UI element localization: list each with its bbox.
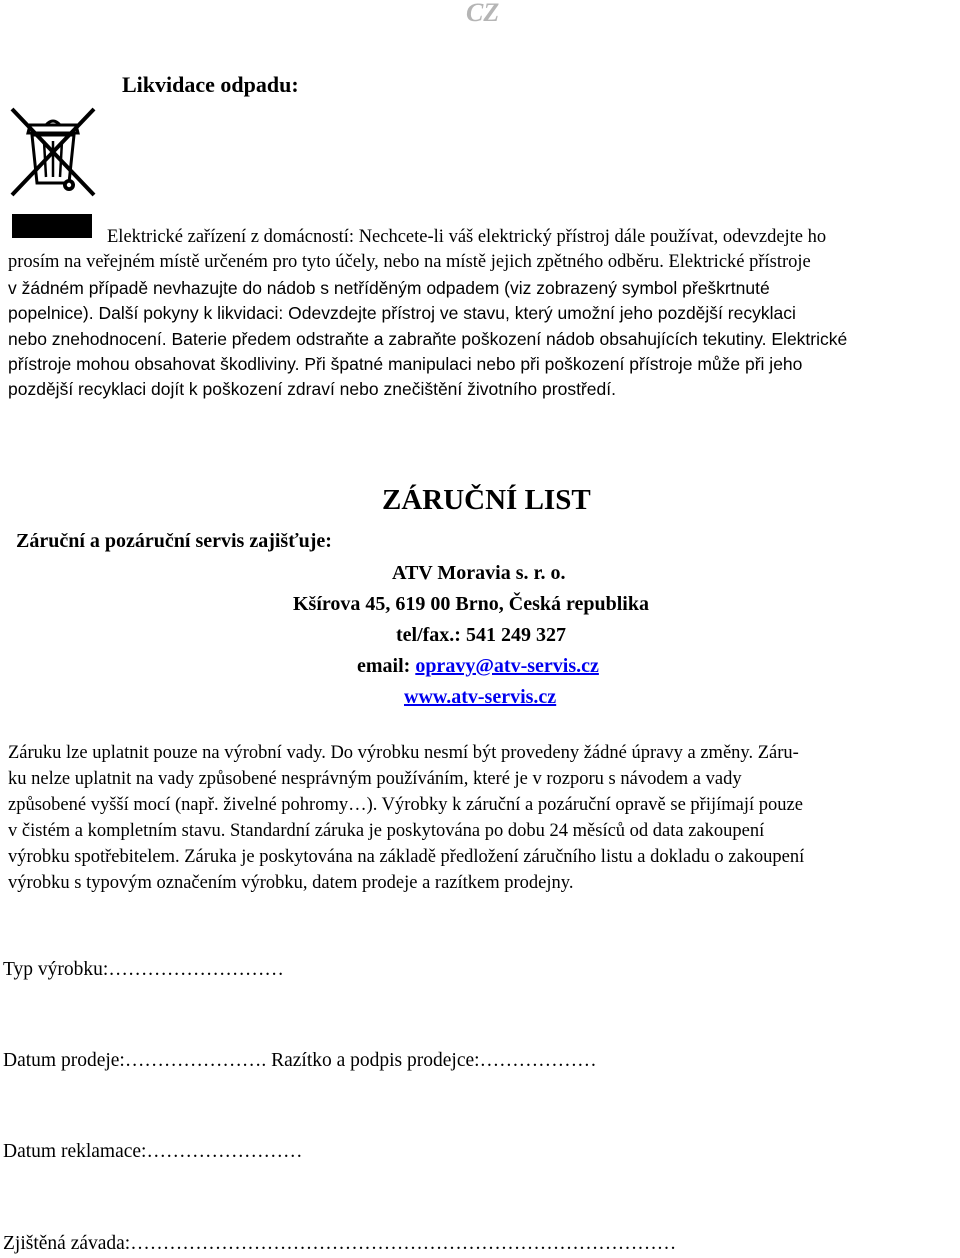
email-link[interactable]: opravy@atv-servis.cz — [415, 655, 599, 677]
terms-line: výrobku spotřebitelem. Záruka je poskytována na základě předložení záručního listu a dokladu o zakoupení — [8, 847, 805, 867]
terms-line: výrobku s typovým označením výrobku, datem prodeje a razítkem prodejny. — [8, 873, 574, 893]
terms-line: v čistém a kompletním stavu. Standardní záruka je poskytována po dobu 24 měsíců od data zakoupení — [8, 821, 765, 841]
disposal-line: prosím na veřejném místě určeném pro tyto účely, nebo na místě jejich zpětného odběru. Elektrické přístroje — [8, 252, 811, 273]
defect-field[interactable]: Zjištěná závada:………………………………………………………………………… — [3, 1233, 677, 1254]
company-email-row — [357, 655, 599, 678]
disposal-line: popelnice). Další pokyny k likvidaci: Odevzdejte přístroj ve stavu, který umožní jeho pozdější recyklaci — [8, 303, 796, 324]
terms-line: ku nelze uplatnit na vady způsobené nesprávným používáním, které je v rozporu s návodem a vady — [8, 769, 742, 789]
disposal-heading: Likvidace odpadu: — [122, 72, 299, 97]
disposal-line: v žádném případě nevhazujte do nádob s netříděným odpadem (viz zobrazený symbol přeškrtnuté — [8, 277, 770, 298]
company-name: ATV Moravia s. r. o. — [392, 562, 566, 584]
terms-line: způsobené vyšší mocí (např. živelné pohromy…). Výrobky k záruční a pozáruční opravě se přijímají pouze — [8, 795, 803, 815]
disposal-line: pozdější recyklaci dojít k poškození zdraví nebo znečištění životního prostředí. — [8, 379, 616, 400]
disposal-line: Elektrické zařízení z domácností: Nechcete-li váš elektrický přístroj dále používat, odevzdejte ho — [107, 227, 827, 247]
web-link[interactable]: www.atv-servis.cz — [404, 686, 557, 708]
company-phone: tel/fax.: 541 249 327 — [396, 624, 566, 646]
sale-date-field[interactable]: Datum prodeje:…………………. Razítko a podpis prodejce:……………… — [3, 1050, 597, 1071]
language-code: CZ — [466, 0, 500, 27]
warranty-title: ZÁRUČNÍ LIST — [382, 484, 591, 516]
company-web-row — [404, 686, 556, 709]
disposal-line: nebo znehodnocení. Baterie předem odstraňte a zabraňte poškození nádob obsahujících tekutiny. Elektrické — [8, 328, 848, 349]
terms-line: Záruku lze uplatnit pouze na výrobní vady. Do výrobku nesmí být provedeny žádné úpravy a změny. Záru- — [8, 743, 799, 763]
disposal-paragraph — [8, 225, 958, 403]
email-label: email: — [357, 655, 416, 677]
product-type-field[interactable]: Typ výrobku:……………………… — [3, 959, 284, 980]
warranty-terms — [8, 741, 958, 897]
disposal-line: přístroje mohou obsahovat škodliviny. Při špatné manipulaci nebo při poškození přístroje může při jeho — [8, 353, 803, 374]
service-label: Záruční a pozáruční servis zajišťuje: — [16, 530, 332, 552]
claim-date-field[interactable]: Datum reklamace:…………………… — [3, 1141, 303, 1162]
company-address: Kšírova 45, 619 00 Brno, Česká republika — [293, 593, 649, 615]
crossed-out-wheelie-bin-icon — [6, 103, 100, 199]
